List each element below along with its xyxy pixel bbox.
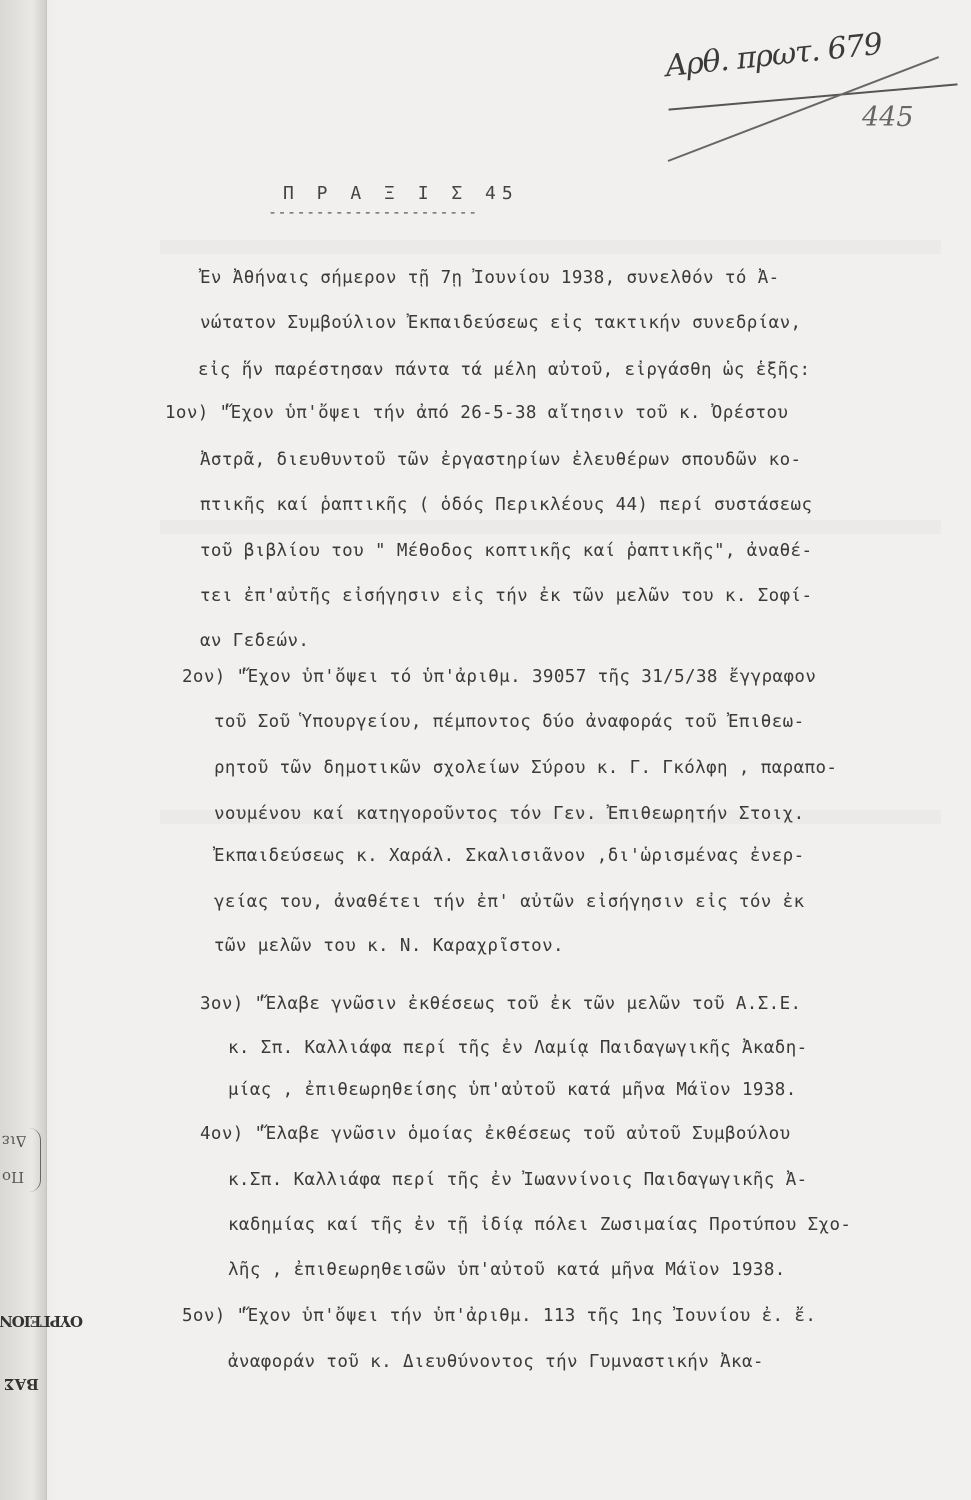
body-line: εἰς ἥν παρέστησαν πάντα τά μέλη αὐτοῦ, εἰργάσθη ὡς ἑξῆς: (198, 360, 811, 380)
heading-underline: ---------------------- (268, 203, 478, 221)
margin-brace (28, 1128, 41, 1192)
body-line: ρητοῦ τῶν δημοτικῶν σχολείων Σύρου κ. Γ. Γκόλφη , παραπο- (214, 758, 838, 778)
margin-bleed-text: ΒΑΣ (4, 1375, 39, 1393)
handwritten-reference: Αρθ. πρωτ. 679 (663, 26, 884, 85)
body-line: 5ον) "Ἔχον ὑπ'ὄψει τήν ὑπ'ἀριθμ. 113 τῆς 1ης Ἰουνίου ἐ. ἔ. (182, 1306, 817, 1326)
body-line: 2ον) "Ἔχον ὑπ'ὄψει τό ὑπ'ἀριθμ. 39057 τῆς 31/5/38 ἔγγραφον (182, 667, 817, 687)
body-line: Ἐν Ἀθήναις σήμερον τῇ 7ῃ Ἰουνίου 1938, συνελθόν τό Ἀ- (200, 268, 780, 288)
handwritten-underline (668, 83, 957, 110)
body-line: κ. Σπ. Καλλιάφα περί τῆς ἐν Λαμίᾳ Παιδαγωγικῆς Ἀκαδη- (228, 1038, 808, 1058)
body-line: Ἐκπαιδεύσεως κ. Χαράλ. Σκαλισιᾶνον ,δι'ὡρισμένας ἐνερ- (214, 846, 805, 866)
body-line: αν Γεδεών. (200, 631, 310, 651)
binding-strip (0, 0, 83, 1500)
margin-bleed-text: Πο (2, 1168, 25, 1186)
body-line: 4ον) "Ἔλαβε γνῶσιν ὁμοίας ἐκθέσεως τοῦ αὐτοῦ Συμβούλου (200, 1124, 791, 1144)
show-through (160, 240, 941, 254)
body-line: 3ον) "Ἔλαβε γνῶσιν ἐκθέσεως τοῦ ἐκ τῶν μελῶν τοῦ Α.Σ.Ε. (200, 994, 802, 1014)
body-line: κ.Σπ. Καλλιάφα περί τῆς ἐν Ἰωαννίνοις Παιδαγωγικῆς Ἀ- (228, 1170, 808, 1190)
body-line: τοῦ βιβλίου του " Μέθοδος κοπτικῆς καί ῥαπτικῆς", ἀναθέ- (200, 541, 813, 561)
document-heading: Π Ρ Α Ξ Ι Σ 45 (283, 183, 519, 204)
body-line: μίας , ἐπιθεωρηθείσης ὑπ'αὐτοῦ κατά μῆνα Μάϊον 1938. (228, 1080, 797, 1100)
body-line: 1ον) "Ἔχον ὑπ'ὄψει τήν ἀπό 26-5-38 αἴτησιν τοῦ κ. Ὀρέστου (165, 403, 789, 423)
body-line: τει ἐπ'αὐτῆς εἰσήγησιν εἰς τήν ἐκ τῶν μελῶν του κ. Σοφί- (200, 586, 813, 606)
body-line: Ἀστρᾶ, διευθυντοῦ τῶν ἐργαστηρίων ἐλευθέρων σπουδῶν κο- (200, 450, 802, 470)
body-line: νουμένου καί κατηγοροῦντος τόν Γεν. Ἐπιθεωρητήν Στοιχ. (214, 804, 805, 824)
body-line: γείας του, ἀναθέτει τήν ἐπ' αὐτῶν εἰσήγησιν εἰς τόν ἐκ (214, 892, 805, 912)
margin-bleed-text: Διε (2, 1132, 27, 1150)
body-line: νώτατον Συμβούλιον Ἐκπαιδεύσεως εἰς τακτικήν συνεδρίαν, (200, 313, 802, 333)
body-line: τῶν μελῶν του κ. Ν. Καραχρῖστον. (214, 936, 564, 956)
body-line: καδημίας καί τῆς ἐν τῇ ἰδίᾳ πόλει Ζωσιμαίας Προτύπου Σχο- (228, 1215, 852, 1235)
margin-bleed-text: ΟΥΡΓΕΙΟΝ (0, 1312, 83, 1330)
handwritten-page-number: 445 (862, 102, 914, 133)
body-line: ἀναφοράν τοῦ κ. Διευθύνοντος τήν Γυμναστικήν Ἀκα- (228, 1352, 764, 1372)
show-through (160, 520, 941, 534)
body-line: τοῦ Σοῦ Ὑπουργείου, πέμποντος δύο ἀναφοράς τοῦ Ἐπιθεω- (214, 712, 805, 732)
body-line: πτικῆς καί ῥαπτικῆς ( ὁδός Περικλέους 44) περί συστάσεως (200, 495, 813, 515)
body-line: λῆς , ἐπιθεωρηθεισῶν ὑπ'αὐτοῦ κατά μῆνα Μάϊον 1938. (228, 1260, 786, 1280)
